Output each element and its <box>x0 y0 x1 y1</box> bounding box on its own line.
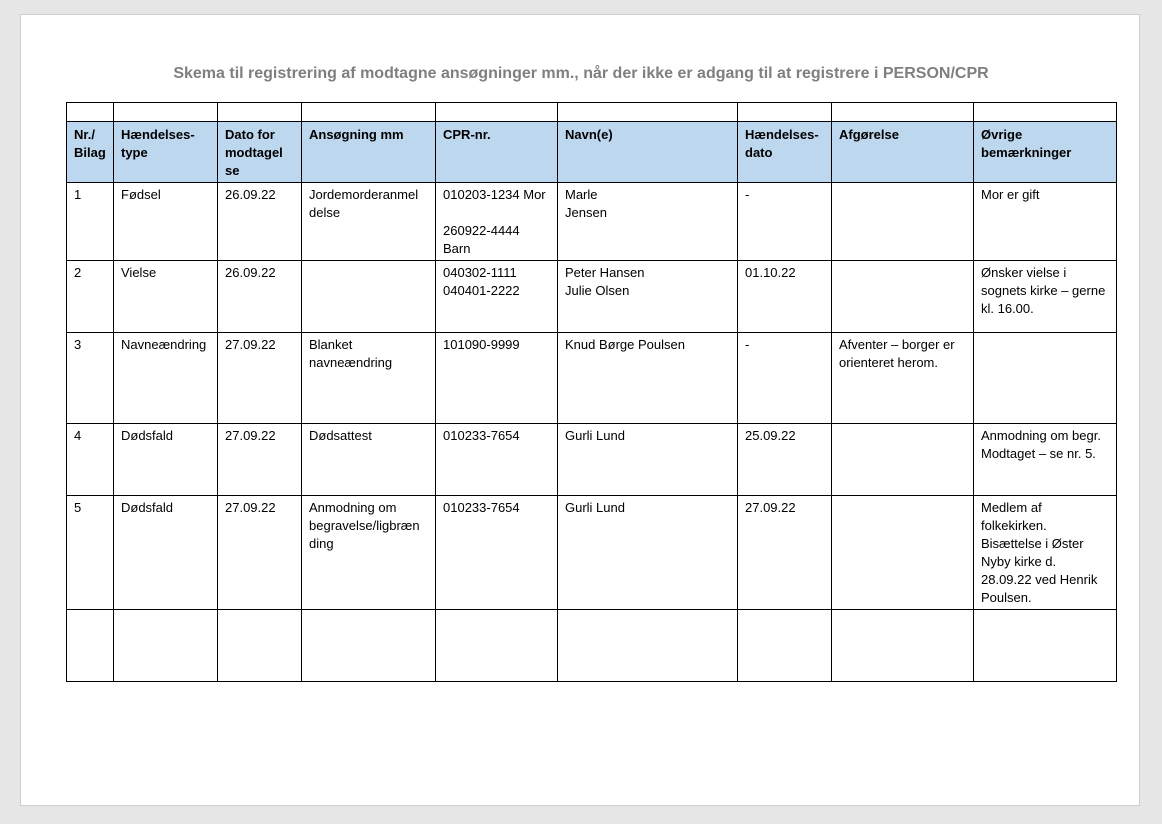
cell-text-line: Medlem af <box>981 500 1042 515</box>
cell-text-line: folkekirken. <box>981 518 1047 533</box>
header-text-line: Bilag <box>74 145 106 160</box>
empty-cell <box>67 103 114 122</box>
cell-text-line: 010233-7654 <box>443 500 520 515</box>
empty-cell <box>832 610 974 682</box>
empty-cell <box>218 103 302 122</box>
cell-cpr <box>436 261 558 333</box>
empty-cell <box>218 610 302 682</box>
cell-names <box>558 496 738 610</box>
cell-text-line: Marle <box>565 187 598 202</box>
empty-cell <box>558 610 738 682</box>
cell-text-line: 040401-2222 <box>443 283 520 298</box>
cell-names <box>558 424 738 496</box>
cell-text-line: 260922-4444 <box>443 223 520 238</box>
table-row <box>67 183 1117 261</box>
cell-event-date: - <box>738 333 832 424</box>
cell-event-type: Fødsel <box>114 183 218 261</box>
cell-event-type: Vielse <box>114 261 218 333</box>
registration-table <box>66 102 1117 682</box>
cell-text-line: Jensen <box>565 205 607 220</box>
cell-remarks <box>974 261 1117 333</box>
empty-cell <box>738 610 832 682</box>
cell-text-line: Mor er gift <box>981 187 1040 202</box>
header-event-type <box>114 122 218 183</box>
cell-event-type: Dødsfald <box>114 424 218 496</box>
header-text-line: bemærkninger <box>981 145 1072 160</box>
cell-text-line: delse <box>309 205 341 220</box>
header-nr-bilag <box>67 122 114 183</box>
cell-remarks <box>974 424 1117 496</box>
cell-received-date: 26.09.22 <box>218 261 302 333</box>
cell-text-line: Barn <box>443 241 471 256</box>
table-row <box>67 333 1117 424</box>
header-text-line: Navn(e) <box>565 127 613 142</box>
cell-nr: 1 <box>67 183 114 261</box>
cell-text-line: Anmodning om <box>309 500 397 515</box>
cell-decision <box>832 333 974 424</box>
cell-decision <box>832 261 974 333</box>
cell-event-date: 01.10.22 <box>738 261 832 333</box>
header-event-date <box>738 122 832 183</box>
cell-received-date: 27.09.22 <box>218 333 302 424</box>
cell-text-line: Jordemorderanmel <box>309 187 419 202</box>
empty-cell <box>738 103 832 122</box>
empty-cell <box>436 610 558 682</box>
cell-text-line: Julie Olsen <box>565 283 630 298</box>
cell-text-line: Knud Børge Poulsen <box>565 337 685 352</box>
empty-cell <box>974 103 1117 122</box>
cell-received-date: 27.09.22 <box>218 424 302 496</box>
cell-event-type: Dødsfald <box>114 496 218 610</box>
empty-cell <box>436 103 558 122</box>
cell-event-date: 27.09.22 <box>738 496 832 610</box>
cell-cpr <box>436 333 558 424</box>
cell-text-line: Afventer – borger er <box>839 337 955 352</box>
table-spacer-row <box>67 103 1117 122</box>
cell-text-line: 010233-7654 <box>443 428 520 443</box>
cell-text-line: Anmodning om begr. <box>981 428 1101 443</box>
table-row <box>67 424 1117 496</box>
table-row <box>67 496 1117 610</box>
cell-text-line: kl. 16.00. <box>981 301 1034 316</box>
cell-nr: 5 <box>67 496 114 610</box>
cell-text-line: 040302-1111 <box>443 265 517 280</box>
header-application <box>302 122 436 183</box>
cell-names <box>558 333 738 424</box>
document-page <box>20 14 1140 806</box>
cell-decision <box>832 424 974 496</box>
cell-names <box>558 183 738 261</box>
cell-text-line: Peter Hansen <box>565 265 645 280</box>
header-names <box>558 122 738 183</box>
cell-text-line: begravelse/ligbræn <box>309 518 420 533</box>
cell-text-line: orienteret herom. <box>839 355 938 370</box>
blank-line <box>443 204 550 222</box>
header-text-line: Dato for <box>225 127 275 142</box>
cell-event-date: 25.09.22 <box>738 424 832 496</box>
header-text-line: dato <box>745 145 773 160</box>
cell-text-line: Blanket <box>309 337 353 352</box>
cell-text-line: Bisættelse i Øster <box>981 536 1084 551</box>
cell-text-line: navneændring <box>309 355 393 370</box>
cell-text-line: Ønsker vielse i <box>981 265 1067 280</box>
empty-cell <box>558 103 738 122</box>
cell-event-type: Navneændring <box>114 333 218 424</box>
cell-cpr <box>436 496 558 610</box>
header-text-line: Ansøgning mm <box>309 127 404 142</box>
cell-text-line: Gurli Lund <box>565 428 625 443</box>
empty-table-row <box>67 610 1117 682</box>
header-text-line: Afgørelse <box>839 127 899 142</box>
header-text-line: Hændelses- <box>121 127 195 142</box>
cell-text-line: 010203-1234 Mor <box>443 187 546 202</box>
empty-cell <box>302 103 436 122</box>
cell-decision <box>832 496 974 610</box>
header-text-line: Hændelses- <box>745 127 819 142</box>
cell-remarks <box>974 183 1117 261</box>
cell-decision <box>832 183 974 261</box>
header-cpr <box>436 122 558 183</box>
cell-text-line: Nyby kirke d. <box>981 554 1057 569</box>
header-text-line: Øvrige <box>981 127 1023 142</box>
cell-text-line: Gurli Lund <box>565 500 625 515</box>
table-row <box>67 261 1117 333</box>
empty-cell <box>302 610 436 682</box>
cell-text-line: Poulsen. <box>981 590 1032 605</box>
cell-application <box>302 333 436 424</box>
table-header-row <box>67 122 1117 183</box>
cell-application <box>302 261 436 333</box>
cell-application <box>302 496 436 610</box>
cell-nr: 2 <box>67 261 114 333</box>
header-text-line: CPR-nr. <box>443 127 491 142</box>
empty-cell <box>114 103 218 122</box>
empty-cell <box>67 610 114 682</box>
cell-text-line: Dødsattest <box>309 428 372 443</box>
cell-remarks <box>974 496 1117 610</box>
header-text-line: type <box>121 145 148 160</box>
cell-received-date: 26.09.22 <box>218 183 302 261</box>
cell-event-date: - <box>738 183 832 261</box>
cell-remarks <box>974 333 1117 424</box>
header-text-line: se <box>225 163 240 178</box>
cell-nr: 4 <box>67 424 114 496</box>
cell-text-line: sognets kirke – gerne <box>981 283 1106 298</box>
header-remarks <box>974 122 1117 183</box>
cell-text-line: Modtaget – se nr. 5. <box>981 446 1096 461</box>
empty-cell <box>114 610 218 682</box>
cell-text-line: ding <box>309 536 334 551</box>
empty-cell <box>974 610 1117 682</box>
cell-text-line: 101090-9999 <box>443 337 520 352</box>
cell-received-date: 27.09.22 <box>218 496 302 610</box>
cell-names <box>558 261 738 333</box>
cell-cpr <box>436 424 558 496</box>
header-decision <box>832 122 974 183</box>
header-text-line: modtagel <box>225 145 283 160</box>
cell-application <box>302 183 436 261</box>
cell-nr: 3 <box>67 333 114 424</box>
cell-text-line: 28.09.22 ved Henrik <box>981 572 1098 587</box>
header-received-date <box>218 122 302 183</box>
cell-cpr <box>436 183 558 261</box>
empty-cell <box>832 103 974 122</box>
document-title: Skema til registrering af modtagne ansøgninger mm., når der ikke er adgang til at registrere i PERSON/CPR <box>173 65 989 82</box>
header-text-line: Nr./ <box>74 127 95 142</box>
cell-application <box>302 424 436 496</box>
